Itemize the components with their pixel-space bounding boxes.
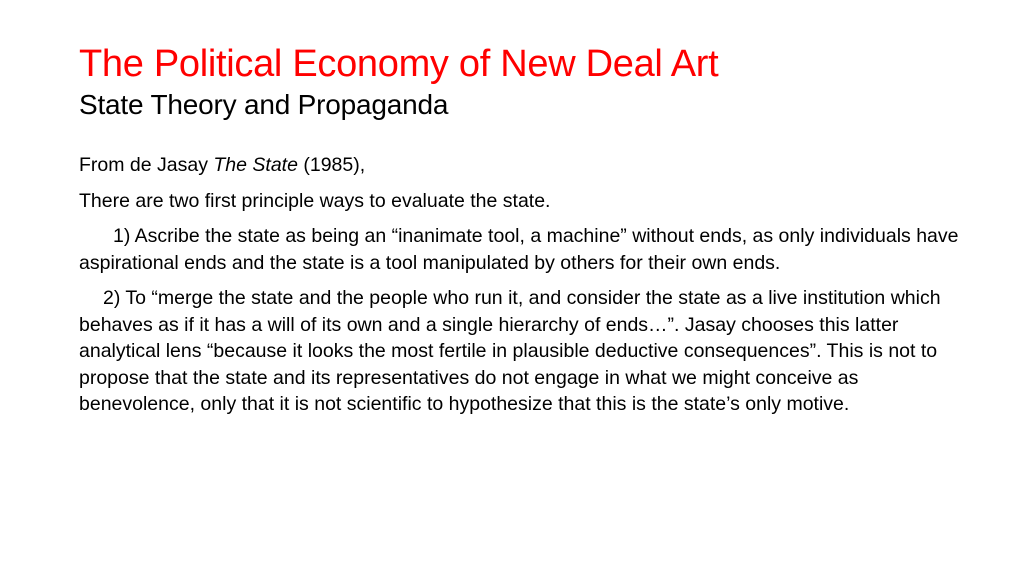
source-prefix: From de Jasay bbox=[79, 154, 214, 176]
slide-subtitle: State Theory and Propaganda bbox=[79, 89, 449, 120]
intro-paragraph: There are two first principle ways to evaluate the state. bbox=[79, 189, 551, 212]
title-block bbox=[79, 40, 959, 122]
point-2-paragraph: 2) To “merge the state and the people who run it, and consider the state as a live institution which behaves as if it has a will of its own and a single hierarchy of ends…”. Jasay chooses this latter analytical lens “because it looks the most fertile in plausible deductive consequences”. This is not to propose that the state and its representatives do not engage in what we might conceive as benevolence, only that it is not scientific to hypothesize that this is the state’s only motive. bbox=[79, 287, 941, 415]
slide-title: The Political Economy of New Deal Art bbox=[79, 43, 719, 85]
source-line bbox=[79, 152, 959, 179]
source-suffix: (1985), bbox=[297, 154, 366, 176]
slide-body bbox=[79, 152, 959, 418]
point-1-paragraph: 1) Ascribe the state as being an “inanimate tool, a machine” without ends, as only individuals have aspirational ends and the state is a tool manipulated by others for their own ends. bbox=[79, 225, 959, 274]
book-title: The State bbox=[213, 154, 298, 176]
